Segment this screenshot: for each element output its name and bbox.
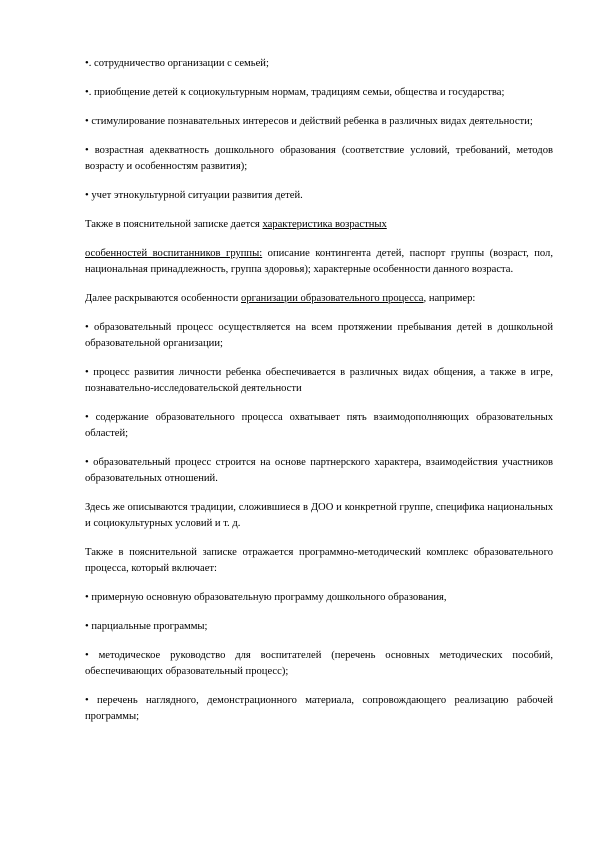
- bullet-age-adequacy: • возрастная адекватность дошкольного образования (соответствие условий, требований, методов возрасту и особенностям развития);: [85, 145, 553, 172]
- document-page: [85, 56, 553, 738]
- paragraph-text: Также в пояснительной записке дается: [85, 219, 263, 230]
- bullet-methodical-guidance: • методическое руководство для воспитателей (перечень основных методических пособий, обеспечивающих образовательный процесс);: [85, 650, 553, 677]
- paragraph-group-description: [85, 246, 553, 278]
- paragraph-traditions: Здесь же описываются традиции, сложившиеся в ДОО и конкретной группе, специфика национальных и социокультурных условий и т. д.: [85, 502, 553, 529]
- paragraph-age-characteristics-intro: [85, 217, 553, 233]
- bullet-partial-programs: • парциальные программы;: [85, 621, 208, 632]
- bullet-five-areas: • содержание образовательного процесса охватывает пять взаимодополняющих образовательных областей;: [85, 412, 553, 439]
- bullet-partnership: • образовательный процесс строится на основе партнерского характера, взаимодействия участников образовательных отношений.: [85, 457, 553, 484]
- underlined-term: организации образовательного процесса: [241, 293, 424, 304]
- bullet-ethnocultural-situation: • учет этнокультурной ситуации развития детей.: [85, 190, 303, 201]
- bullet-whole-stay: • образовательный процесс осуществляется на всем протяжении пребывания детей в дошкольной образовательной организации;: [85, 322, 553, 349]
- bullet-personality-development: • процесс развития личности ребенка обеспечивается в различных видах общения, а также в игре, познавательно-исследовательской деятельности: [85, 367, 553, 394]
- bullet-sociocultural-norms: •. приобщение детей к социокультурным нормам, традициям семьи, общества и государства;: [85, 87, 505, 98]
- bullet-cognitive-interests: • стимулирование познавательных интересов и действий ребенка в различных видах деятельности;: [85, 116, 533, 127]
- paragraph-methodical-complex: Также в пояснительной записке отражается программно-методический комплекс образовательного процесса, который включает:: [85, 547, 553, 574]
- paragraph-text: описание контингента детей, паспорт группы (возраст, пол, национальная принадлежность, группа здоровья); характерные особенности данного возраста.: [85, 248, 553, 275]
- paragraph-process-organization: [85, 291, 553, 307]
- underlined-term: характеристика возрастных: [262, 219, 387, 230]
- paragraph-text: Далее раскрываются особенности: [85, 293, 242, 304]
- paragraph-text: , например:: [423, 293, 476, 304]
- bullet-family-cooperation: •. сотрудничество организации с семьей;: [85, 58, 269, 69]
- underlined-term: особенностей воспитанников группы:: [85, 248, 263, 259]
- bullet-visual-materials: • перечень наглядного, демонстрационного материала, сопровождающего реализацию рабочей программы;: [85, 695, 553, 722]
- bullet-basic-program: • примерную основную образовательную программу дошкольного образования,: [85, 592, 447, 603]
